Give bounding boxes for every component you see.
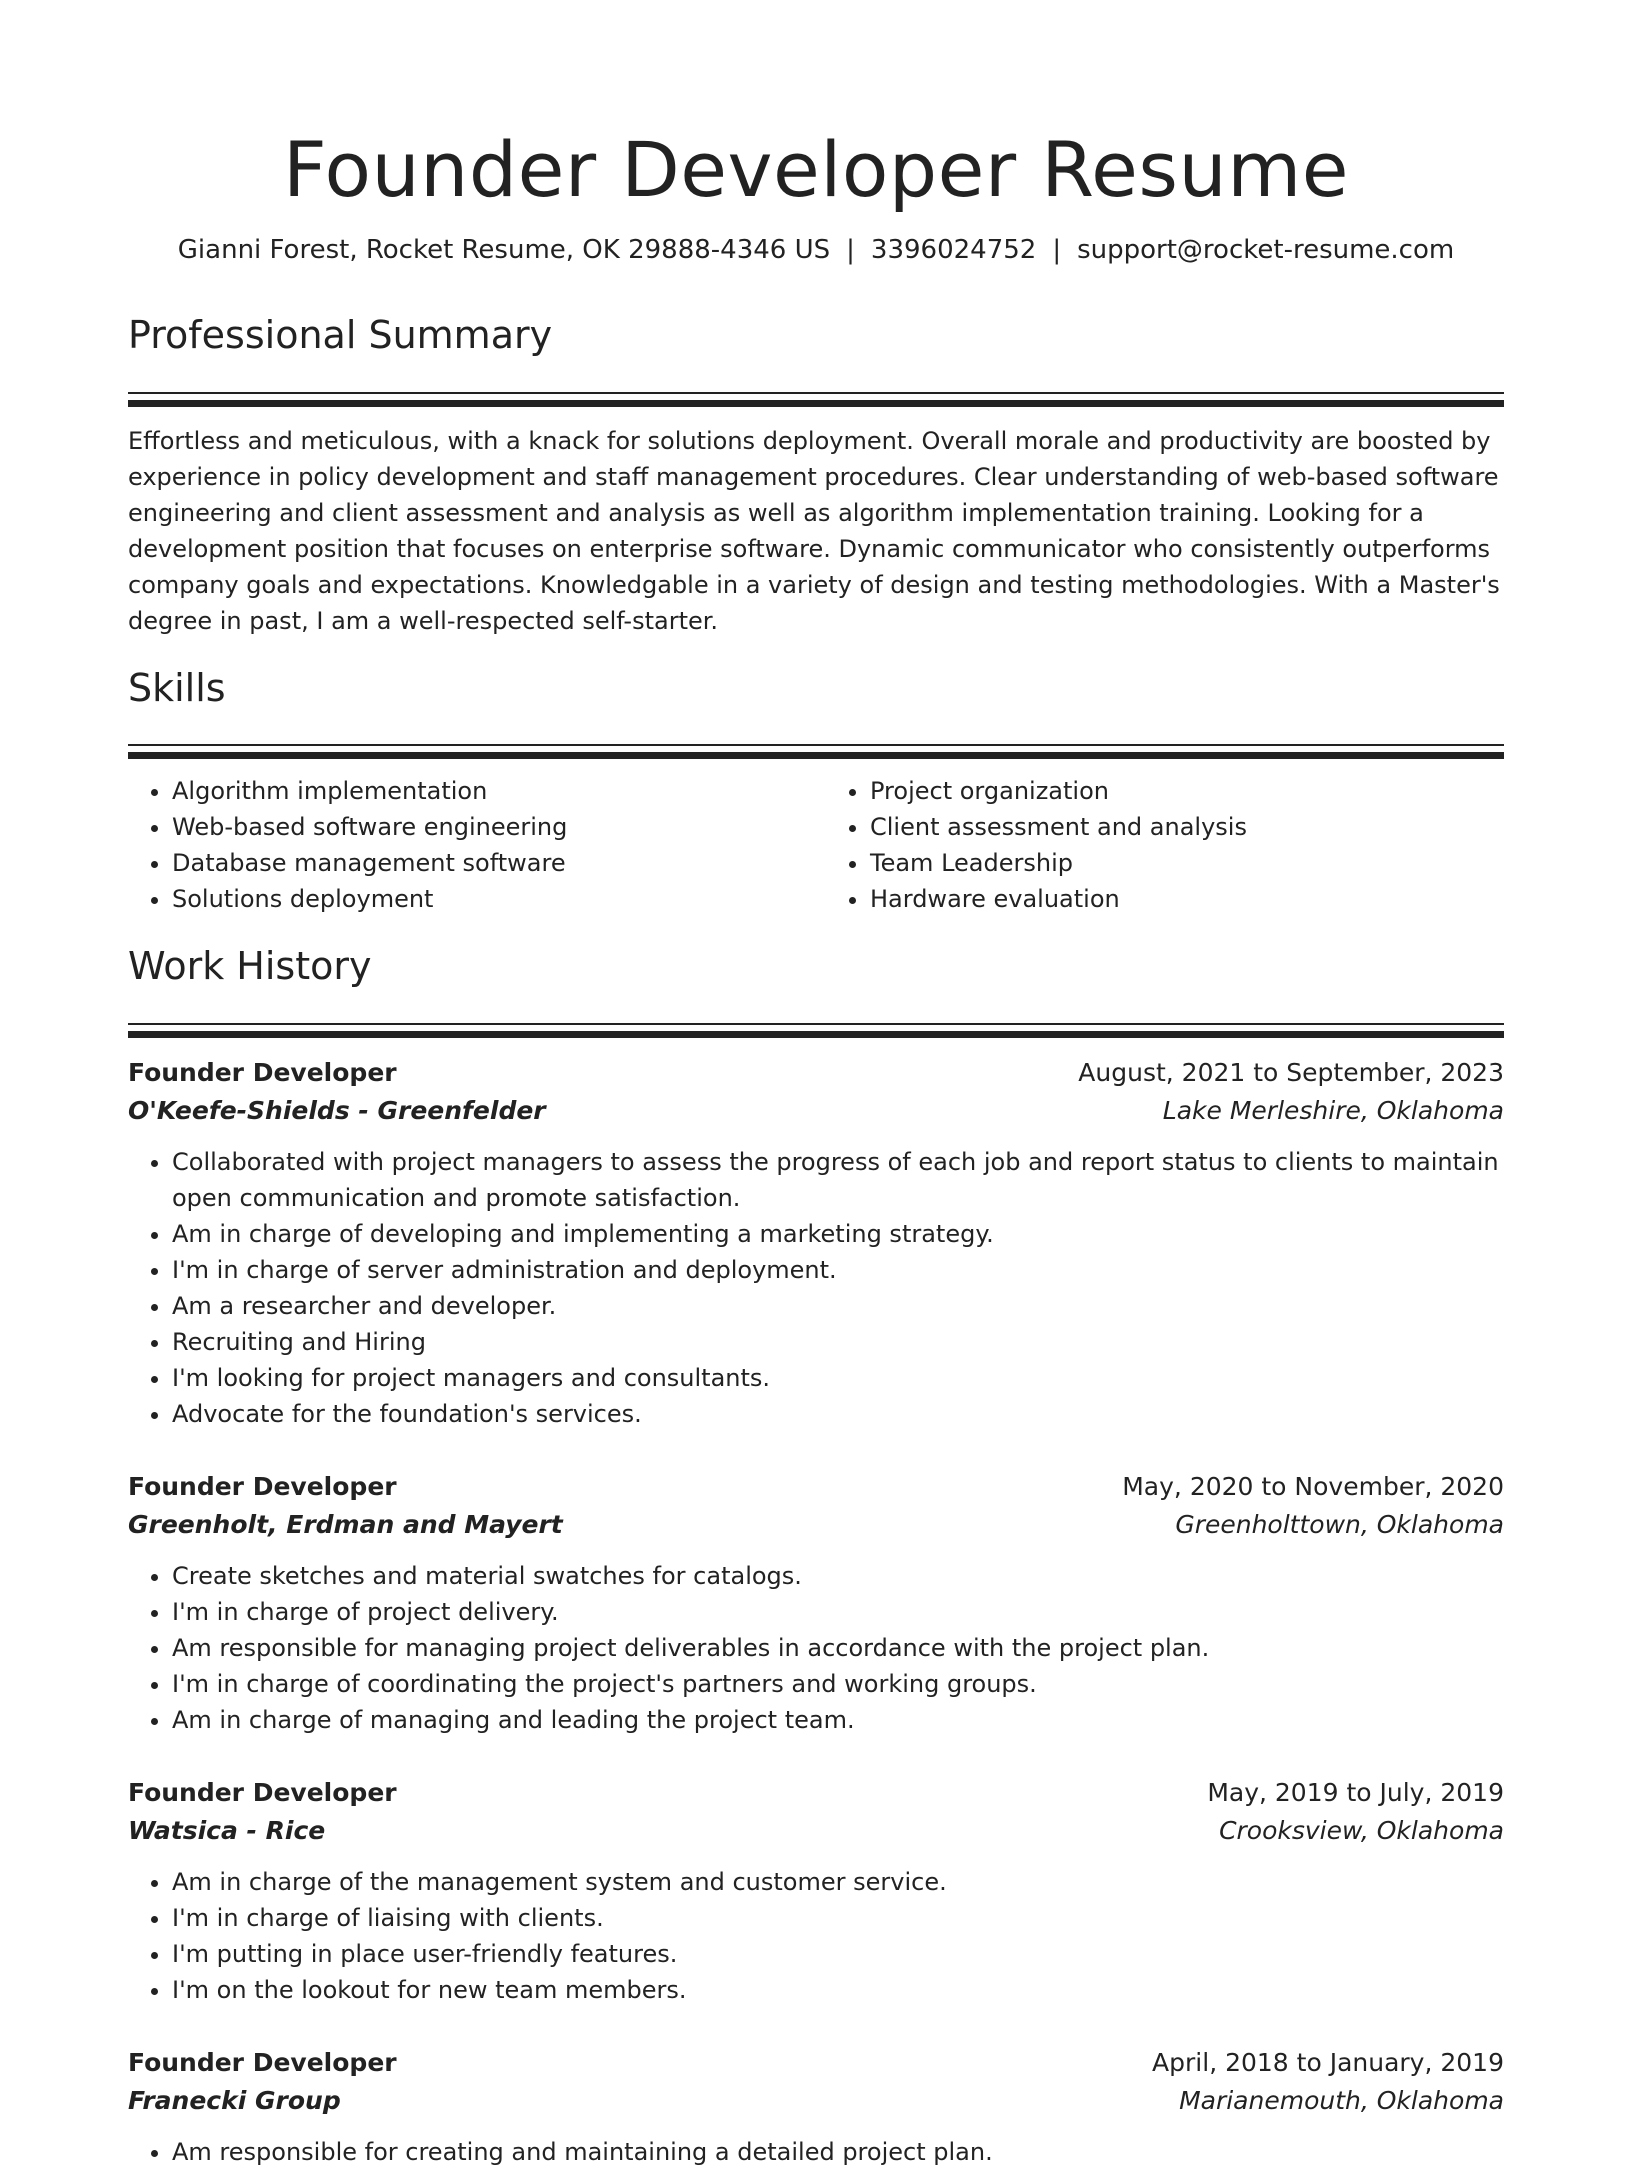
skill-item: • Team Leadership bbox=[870, 845, 1504, 881]
section-divider bbox=[128, 744, 1504, 746]
job-bullet: • Collaborated with project managers to assess the progress of each job and report status to clients to maintain open communication and promote satisfaction. bbox=[172, 1144, 1504, 1216]
contact-address: Gianni Forest, Rocket Resume, OK 29888-4346 US bbox=[177, 235, 831, 265]
section-divider bbox=[128, 752, 1504, 759]
skills-list-left bbox=[128, 773, 806, 917]
skill-item: • Database management software bbox=[172, 845, 806, 881]
contact-phone: 3396024752 bbox=[870, 235, 1037, 265]
job-entry bbox=[128, 1468, 1504, 1738]
job-bullet: • Am a researcher and developer. bbox=[172, 1288, 1504, 1324]
job-entry bbox=[128, 2044, 1504, 2170]
job-company: Watsica - Rice bbox=[128, 1815, 326, 1845]
job-company: O'Keefe-Shields - Greenfelder bbox=[128, 1095, 546, 1125]
resume-page bbox=[128, 0, 1504, 2170]
job-header-row bbox=[128, 2044, 1504, 2082]
job-title: Founder Developer bbox=[128, 1777, 397, 1807]
section-divider bbox=[128, 1031, 1504, 1038]
job-dates: May, 2020 to November, 2020 bbox=[1122, 1471, 1504, 1501]
skills-section bbox=[128, 663, 1504, 918]
job-bullets bbox=[128, 2134, 1504, 2170]
job-bullet: • Advocate for the foundation's services. bbox=[172, 1396, 1504, 1432]
section-divider bbox=[128, 392, 1504, 394]
section-title: Skills bbox=[128, 665, 226, 710]
job-company-row bbox=[128, 1092, 1504, 1130]
job-company: Franecki Group bbox=[128, 2085, 341, 2115]
job-bullet: • I'm looking for project managers and consultants. bbox=[172, 1360, 1504, 1396]
job-bullet: • Recruiting and Hiring bbox=[172, 1324, 1504, 1360]
job-bullet: • I'm in charge of coordinating the project's partners and working groups. bbox=[172, 1666, 1504, 1702]
job-bullet: • I'm putting in place user-friendly features. bbox=[172, 1936, 1504, 1972]
job-bullet: • Am in charge of the management system and customer service. bbox=[172, 1864, 1504, 1900]
job-location: Marianemouth, Oklahoma bbox=[1179, 2085, 1504, 2115]
job-bullet: • I'm in charge of project delivery. bbox=[172, 1594, 1504, 1630]
contact-separator: | bbox=[846, 235, 855, 265]
job-bullet: • Am in charge of developing and implementing a marketing strategy. bbox=[172, 1216, 1504, 1252]
job-company: Greenholt, Erdman and Mayert bbox=[128, 1509, 563, 1539]
section-divider bbox=[128, 1023, 1504, 1025]
job-header-row bbox=[128, 1054, 1504, 1092]
job-title: Founder Developer bbox=[128, 1057, 397, 1087]
page-title: Founder Developer Resume bbox=[283, 125, 1349, 214]
job-location: Lake Merleshire, Oklahoma bbox=[1162, 1095, 1504, 1125]
professional-summary-section bbox=[128, 310, 1504, 639]
job-bullet: • Create sketches and material swatches for catalogs. bbox=[172, 1558, 1504, 1594]
skills-grid bbox=[128, 773, 1504, 917]
job-bullet: • Am responsible for managing project deliverables in accordance with the project plan. bbox=[172, 1630, 1504, 1666]
job-entry bbox=[128, 1054, 1504, 1432]
contact-line bbox=[128, 232, 1504, 268]
skill-item: • Solutions deployment bbox=[172, 881, 806, 917]
job-dates: May, 2019 to July, 2019 bbox=[1207, 1777, 1504, 1807]
contact-email: support@rocket-resume.com bbox=[1077, 235, 1455, 265]
skill-item: • Client assessment and analysis bbox=[870, 809, 1504, 845]
summary-text: Effortless and meticulous, with a knack for solutions deployment. Overall morale and productivity are boosted by experience in policy development and staff management procedures. Clear understanding of web-based software engineering and client assessment and analysis as well as algorithm implementation training. Looking for a development position that focuses on enterprise software. Dynamic communicator who consistently outperforms company goals and expectations. Knowledgable in a variety of design and testing methodologies. With a Master's degree in past, I am a well-respected self-starter. bbox=[128, 426, 1500, 635]
contact-separator: | bbox=[1052, 235, 1062, 265]
skill-item: • Web-based software engineering bbox=[172, 809, 806, 845]
job-dates: August, 2021 to September, 2023 bbox=[1078, 1057, 1504, 1087]
job-bullets bbox=[128, 1558, 1504, 1738]
section-title: Professional Summary bbox=[128, 313, 553, 357]
job-bullet: • I'm in charge of liaising with clients. bbox=[172, 1900, 1504, 1936]
skills-list-right bbox=[826, 773, 1504, 917]
job-bullet: • Am responsible for creating and maintaining a detailed project plan. bbox=[172, 2134, 1504, 2170]
job-entry bbox=[128, 1774, 1504, 2008]
job-bullet: • Am in charge of managing and leading the project team. bbox=[172, 1702, 1504, 1738]
job-bullets bbox=[128, 1144, 1504, 1432]
job-dates: April, 2018 to January, 2019 bbox=[1152, 2047, 1504, 2077]
job-company-row bbox=[128, 1506, 1504, 1544]
job-bullet: • I'm in charge of server administration and deployment. bbox=[172, 1252, 1504, 1288]
job-bullet: • I'm on the lookout for new team members. bbox=[172, 1972, 1504, 2008]
job-header-row bbox=[128, 1468, 1504, 1506]
job-location: Greenholttown, Oklahoma bbox=[1175, 1509, 1504, 1539]
job-location: Crooksview, Oklahoma bbox=[1219, 1815, 1504, 1845]
section-divider bbox=[128, 400, 1504, 407]
skill-item: • Hardware evaluation bbox=[870, 881, 1504, 917]
job-title: Founder Developer bbox=[128, 2047, 397, 2077]
skill-item: • Algorithm implementation bbox=[172, 773, 806, 809]
job-bullets bbox=[128, 1864, 1504, 2008]
job-company-row bbox=[128, 1812, 1504, 1850]
job-company-row bbox=[128, 2082, 1504, 2120]
job-title: Founder Developer bbox=[128, 1471, 397, 1501]
section-title: Work History bbox=[128, 944, 372, 989]
job-header-row bbox=[128, 1774, 1504, 1812]
skill-item: • Project organization bbox=[870, 773, 1504, 809]
work-history-section bbox=[128, 941, 1504, 2170]
